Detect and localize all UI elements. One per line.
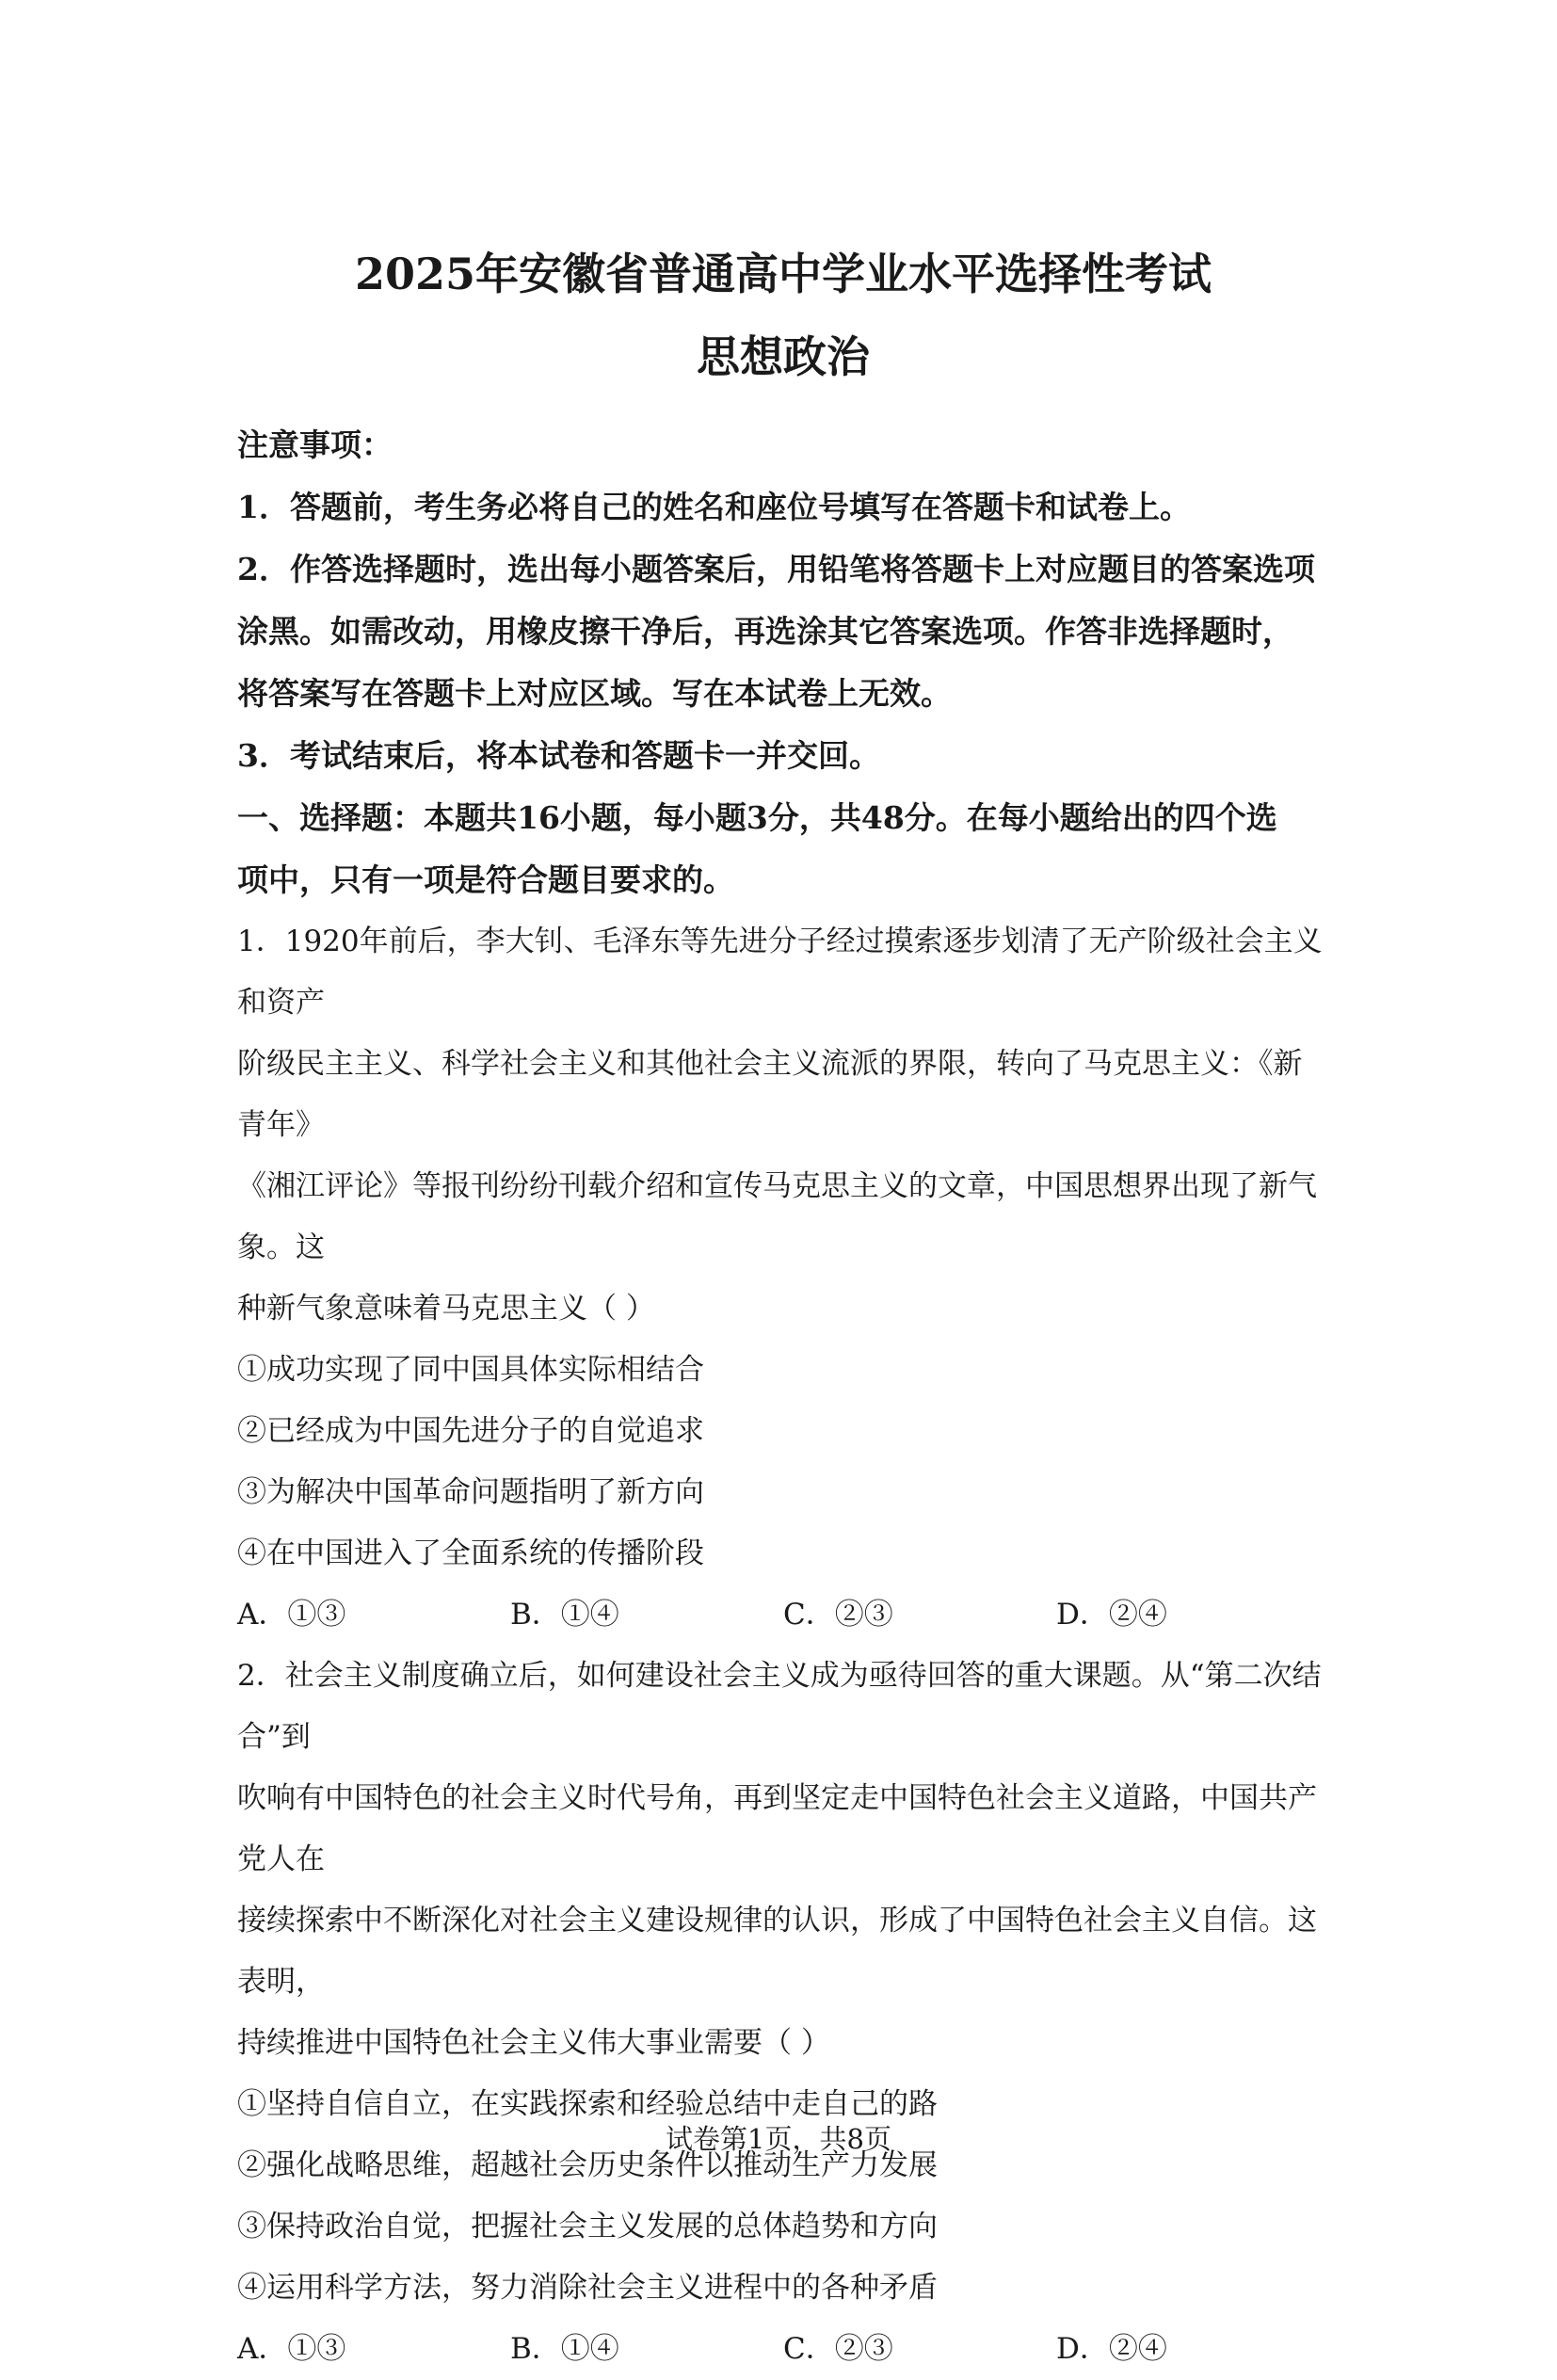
exam-title: 2025年安徽省普通高中学业水平选择性考试 <box>354 249 1212 299</box>
page-footer: 试卷第1页，共8页 <box>666 2123 891 2155</box>
question-stem-line: 1．1920年前后，李大钊、毛泽东等先进分子经过摸索逐步划清了无产阶级社会主义和资产 <box>237 925 1323 1020</box>
page-content <box>237 233 1329 2380</box>
question-stem-line: 吹响有中国特色的社会主义时代号角，再到坚定走中国特色社会主义道路，中国共产党人在 <box>237 1781 1317 1876</box>
notice-line: 3．考试结束后，将本试卷和答题卡一并交回。 <box>237 737 880 774</box>
choice-a: A．①③ <box>237 2332 346 2366</box>
section-line: 一、选择题：本题共16小题，每小题3分，共48分。在每小题给出的四个选 <box>237 799 1277 836</box>
choice-c: C．②③ <box>783 2332 893 2366</box>
answer-choices <box>237 2319 1329 2380</box>
answer-choices <box>237 1584 1329 1646</box>
notice-section <box>237 414 1329 787</box>
notice-line: 将答案写在答题卡上对应区域。写在本试卷上无效。 <box>237 675 952 712</box>
section-heading <box>237 787 1329 911</box>
statement-option: ②强化战略思维，超越社会历史条件以推动生产力发展 <box>237 2148 938 2182</box>
question-stem-line: 持续推进中国特色社会主义伟大事业需要（ ） <box>237 2026 830 2060</box>
statement-option: ①成功实现了同中国具体实际相结合 <box>237 1353 704 1387</box>
choice-c: C．②③ <box>783 1598 893 1632</box>
question-stem-line: 《湘江评论》等报刊纷纷刊载介绍和宣传马克思主义的文章，中国思想界出现了新气象。这 <box>237 1169 1317 1264</box>
section-line: 项中，只有一项是符合题目要求的。 <box>237 861 734 898</box>
subject-title: 思想政治 <box>697 331 870 382</box>
choice-d: D．②④ <box>1056 2332 1167 2366</box>
notice-heading: 注意事项： <box>237 426 393 463</box>
statement-option: ④运用科学方法，努力消除社会主义进程中的各种矛盾 <box>237 2271 938 2305</box>
statement-option: ②已经成为中国先进分子的自觉追求 <box>237 1414 704 1448</box>
question-stem-line: 2．社会主义制度确立后，如何建设社会主义成为亟待回答的重大课题。从“第二次结合”到 <box>237 1659 1322 1754</box>
question-2 <box>237 1646 1329 2380</box>
choice-b: B．①④ <box>510 2332 619 2366</box>
notice-line: 1．答题前，考生务必将自己的姓名和座位号填写在答题卡和试卷上。 <box>237 489 1191 525</box>
notice-line: 2．作答选择题时，选出每小题答案后，用铅笔将答题卡上对应题目的答案选项 <box>237 551 1315 587</box>
question-stem-line: 接续探索中不断深化对社会主义建设规律的认识，形成了中国特色社会主义自信。这表明， <box>237 1904 1317 1999</box>
question-stem-line: 种新气象意味着马克思主义（ ） <box>237 1292 655 1326</box>
statement-option: ④在中国进入了全面系统的传播阶段 <box>237 1536 704 1570</box>
choice-b: B．①④ <box>510 1598 619 1632</box>
statement-option: ③为解决中国革命问题指明了新方向 <box>237 1475 704 1509</box>
choice-a: A．①③ <box>237 1598 346 1632</box>
question-1 <box>237 911 1329 1646</box>
choice-d: D．②④ <box>1056 1598 1167 1632</box>
question-stem-line: 阶级民主主义、科学社会主义和其他社会主义流派的界限，转向了马克思主义：《新青年》 <box>237 1047 1303 1142</box>
notice-line: 涂黑。如需改动，用橡皮擦干净后，再选涂其它答案选项。作答非选择题时， <box>237 613 1293 650</box>
statement-option: ①坚持自信自立，在实践探索和经验总结中走自己的路 <box>237 2087 938 2121</box>
statement-option: ③保持政治自觉，把握社会主义发展的总体趋势和方向 <box>237 2210 938 2243</box>
